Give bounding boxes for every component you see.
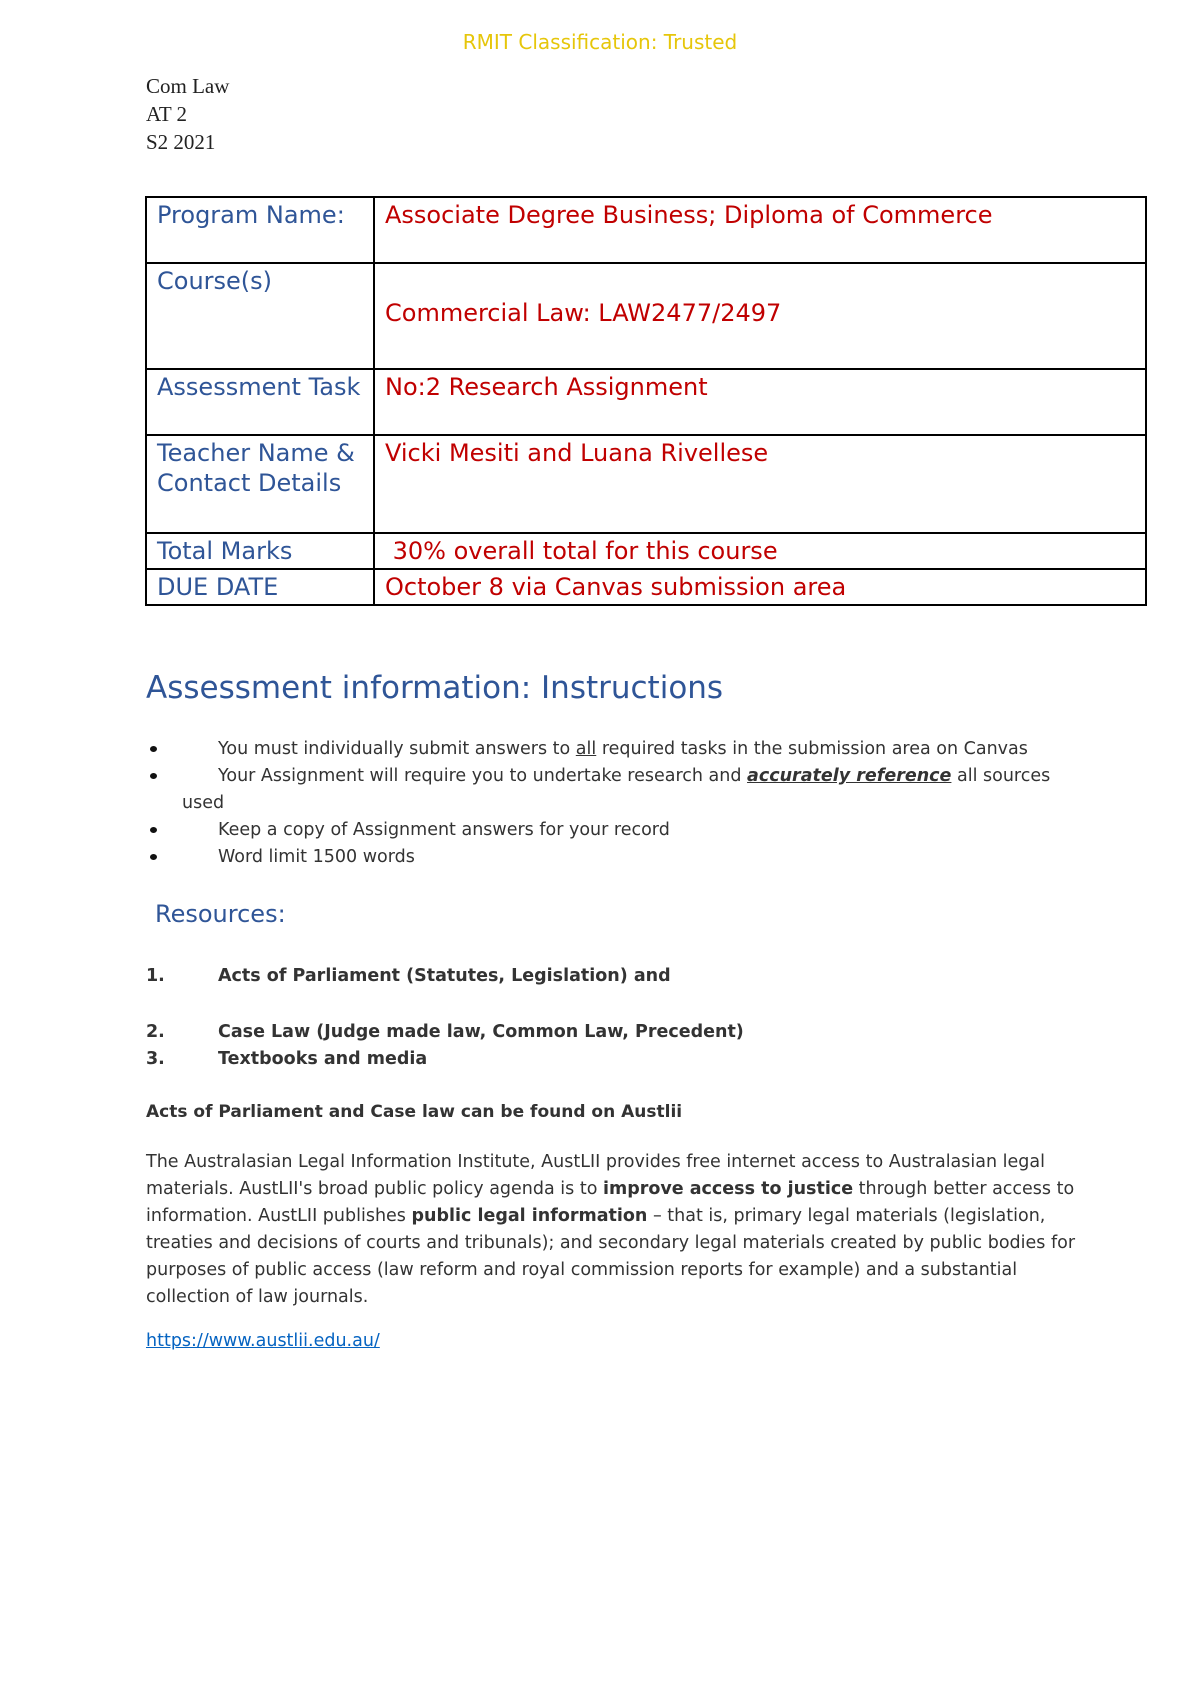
bullet-text: required tasks in the submission area on Canvas: [596, 739, 1028, 759]
list-item: [146, 844, 1106, 871]
table-row: [146, 533, 1146, 569]
para-bold: public legal information: [411, 1206, 648, 1226]
teacher-label: Teacher Name & Contact Details: [146, 435, 374, 533]
resource-number: 1.: [146, 966, 165, 986]
table-row: [146, 569, 1146, 605]
due-date-label: DUE DATE: [146, 569, 374, 605]
due-date-value: October 8 via Canvas submission area: [374, 569, 1146, 605]
para-text: – that is, primary legal materials (legislation, treaties and decisions of courts and tribunals); and secondary legal materials created by public bodies for purposes of public access (law reform and royal commission reports for example) and a substantial collection of law journals.: [146, 1206, 1076, 1307]
resource-text: Textbooks and media: [218, 1049, 428, 1069]
bullet-text: Word limit 1500 words: [218, 847, 415, 867]
table-row: [146, 369, 1146, 435]
course-value: Commercial Law: LAW2477/2497: [385, 299, 782, 327]
total-marks-value: 30% overall total for this course: [374, 533, 1146, 569]
austlii-paragraph: [146, 1149, 1086, 1311]
bullet-underlined: all: [575, 739, 597, 759]
course-label: Course(s): [146, 263, 374, 369]
bullet-icon: [150, 854, 157, 860]
program-name-label: Program Name:: [146, 197, 374, 263]
program-name-value: Associate Degree Business; Diploma of Commerce: [374, 197, 1146, 263]
bullet-text: You must individually submit answers to: [218, 739, 576, 759]
total-marks-label: Total Marks: [146, 533, 374, 569]
resource-number: 3.: [146, 1049, 165, 1069]
assessment-info-table: [145, 196, 1147, 606]
table-row: [146, 435, 1146, 533]
para-text: The: [146, 1152, 185, 1172]
list-item: [146, 736, 1106, 763]
bullet-emphasis: accurately reference: [747, 766, 952, 786]
list-item: [146, 817, 1106, 844]
semester-line: S2 2021: [146, 130, 216, 154]
resources-heading: Resources:: [155, 900, 286, 928]
bullet-text: all sources: [951, 766, 1051, 786]
classification-header: RMIT Classification: Trusted: [462, 30, 738, 54]
resource-item: [146, 1022, 744, 1042]
instructions-list: [146, 736, 1106, 871]
institute-name: Australasian Legal Information Institute: [184, 1152, 531, 1172]
assessment-task-label: Assessment Task: [146, 369, 374, 435]
course-value-cell: [374, 263, 1146, 369]
list-item: [146, 763, 1106, 817]
bullet-icon: [150, 746, 157, 752]
instructions-heading: Assessment information: Instructions: [146, 670, 724, 706]
resource-item: [146, 966, 671, 986]
para-text: , AustLII provides free internet access to Australasian legal materials. AustLII's broad public policy agenda is to: [146, 1152, 1045, 1199]
course-code-line: Com Law: [146, 74, 230, 98]
resource-text: Acts of Parliament (Statutes, Legislation) and: [218, 966, 671, 986]
bullet-text: Your Assignment will require you to undertake research and: [218, 766, 748, 786]
bullet-icon: [150, 827, 157, 833]
austlii-heading: Acts of Parliament and Case law can be found on Austlii: [146, 1102, 683, 1122]
resource-number: 2.: [146, 1022, 165, 1042]
course-meta: [146, 72, 229, 156]
resource-text: Case Law (Judge made law, Common Law, Precedent): [218, 1022, 744, 1042]
bullet-text-wrap: used: [182, 793, 225, 813]
assessment-task-value: No:2 Research Assignment: [374, 369, 1146, 435]
table-row: [146, 263, 1146, 369]
para-text: through better access to information. AustLII publishes: [146, 1179, 1075, 1226]
table-row: [146, 197, 1146, 263]
para-bold: improve access to justice: [602, 1179, 854, 1199]
resource-item: [146, 1049, 427, 1069]
teacher-value: Vicki Mesiti and Luana Rivellese: [374, 435, 1146, 533]
bullet-icon: [150, 773, 157, 779]
austlii-link[interactable]: https://www.austlii.edu.au/: [146, 1331, 380, 1351]
bullet-text: Keep a copy of Assignment answers for your record: [218, 820, 670, 840]
assessment-line: AT 2: [146, 102, 188, 126]
